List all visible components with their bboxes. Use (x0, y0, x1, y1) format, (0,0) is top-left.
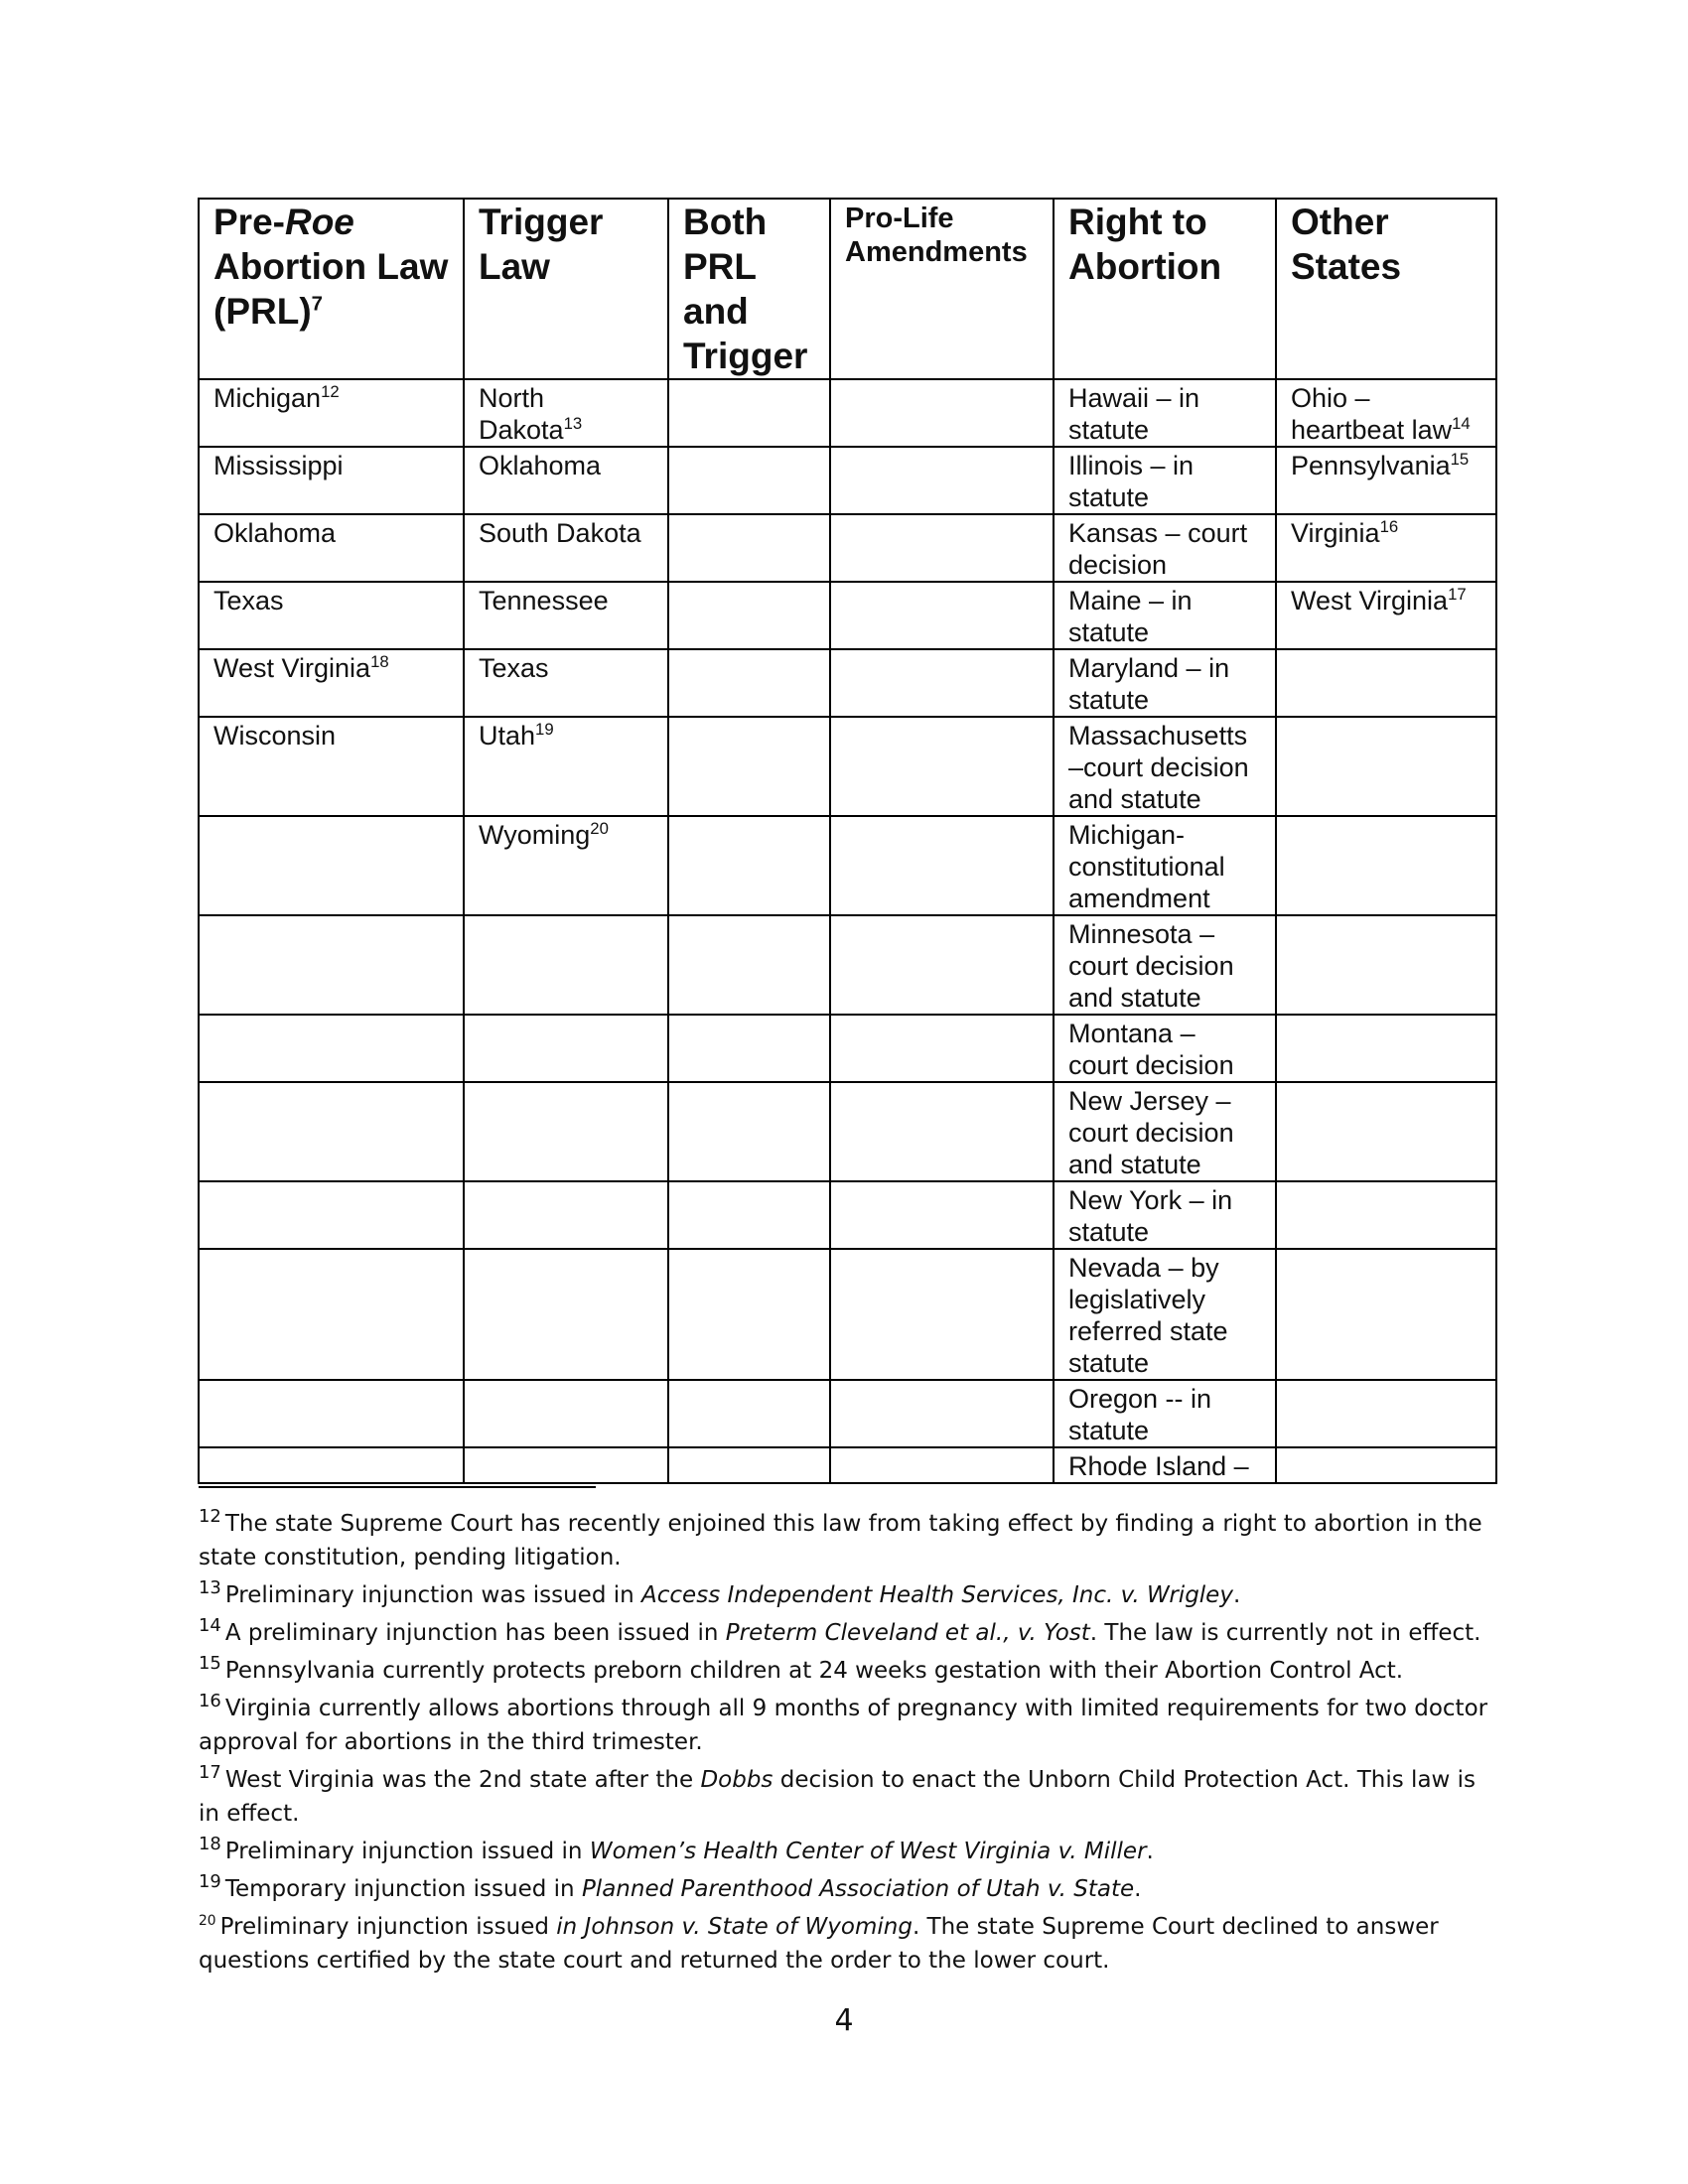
cell-other-states (1276, 717, 1496, 816)
cell-pro-life-amendments (830, 582, 1054, 649)
cell-right-to-abortion: Oregon -- in statute (1054, 1380, 1276, 1447)
cell-other-states (1276, 1447, 1496, 1483)
cell-trigger-law (464, 1015, 668, 1082)
cell-pro-life-amendments (830, 1181, 1054, 1249)
cell-pro-life-amendments (830, 717, 1054, 816)
table-row (199, 915, 1496, 1015)
footnote-text: A preliminary injunction has been issued in (224, 1620, 726, 1646)
footnote (199, 1654, 1499, 1688)
cell-other-states: Virginia$^{16}$ (1276, 514, 1496, 582)
cell-pro-life-amendments (830, 1082, 1054, 1181)
cell-trigger-law (464, 1447, 668, 1483)
footnote-text: Preliminary injunction issued (219, 1914, 557, 1940)
footnote-ref: 13 (563, 414, 583, 433)
cell-right-to-abortion: Massachusetts –court decision and statute (1054, 717, 1276, 816)
table-row (199, 649, 1496, 717)
cell-both (668, 1015, 830, 1082)
cell-pre-roe (199, 1082, 464, 1181)
footnote-ref: 18 (370, 652, 389, 671)
cell-pro-life-amendments (830, 1015, 1054, 1082)
cell-trigger-law (464, 1181, 668, 1249)
table-row (199, 582, 1496, 649)
footnote-ref: 17 (1448, 585, 1467, 604)
cell-pre-roe: West Virginia$^{18}$ (199, 649, 464, 717)
cell-trigger-law (464, 1380, 668, 1447)
cell-other-states (1276, 816, 1496, 915)
footnote-text: Preliminary injunction was issued in (224, 1582, 642, 1608)
cell-right-to-abortion: Maryland – in statute (1054, 649, 1276, 717)
table-row (199, 1380, 1496, 1447)
footnote-text: . (1134, 1876, 1142, 1902)
footnote-text: The state Supreme Court has recently enjoined this law from taking effect by finding a right to abortion in the state constitution, pending litigation. (199, 1511, 1482, 1570)
cell-pre-roe (199, 816, 464, 915)
footnote (199, 1578, 1499, 1612)
cell-other-states (1276, 649, 1496, 717)
footnote-number: 18 (199, 1834, 221, 1855)
cell-trigger-law (464, 1249, 668, 1380)
cell-trigger-law (464, 1082, 668, 1181)
cell-both (668, 582, 830, 649)
cell-pre-roe (199, 1015, 464, 1082)
cell-right-to-abortion: Illinois – in statute (1054, 447, 1276, 514)
footnote-text: . (1232, 1582, 1241, 1608)
cell-right-to-abortion: Hawaii – in statute (1054, 379, 1276, 447)
cell-pro-life-amendments (830, 1447, 1054, 1483)
footnote-number: 19 (199, 1871, 221, 1893)
footnote-ref: 14 (1452, 414, 1471, 433)
cell-other-states (1276, 915, 1496, 1015)
header-pre-roe: Pre-Roe Abortion Law (PRL)$^7$ (199, 199, 464, 379)
footnote-number: 17 (199, 1762, 221, 1784)
cell-trigger-law: Tennessee (464, 582, 668, 649)
footnote (199, 1616, 1499, 1650)
case-citation: Dobbs (700, 1767, 774, 1793)
cell-other-states: Pennsylvania$^{15}$ (1276, 447, 1496, 514)
header-both: Both PRL and Trigger (668, 199, 830, 379)
cell-trigger-law: North Dakota$^{13}$ (464, 379, 668, 447)
footnote-number: 15 (199, 1653, 221, 1675)
footnote-text: . The law is currently not in effect. (1089, 1620, 1481, 1646)
footnote-ref: 12 (321, 382, 340, 401)
cell-pre-roe (199, 915, 464, 1015)
cell-pre-roe (199, 1249, 464, 1380)
cell-right-to-abortion: Maine – in statute (1054, 582, 1276, 649)
cell-both (668, 1380, 830, 1447)
cell-both (668, 1447, 830, 1483)
cell-right-to-abortion: New Jersey – court decision and statute (1054, 1082, 1276, 1181)
footnote-text: Virginia currently allows abortions through all 9 months of pregnancy with limited requirements for two doctor approval for abortions in the third trimester. (199, 1696, 1488, 1755)
header-right-to-abortion: Right to Abortion (1054, 199, 1276, 379)
footnote (199, 1910, 1499, 1978)
cell-other-states (1276, 1380, 1496, 1447)
cell-pre-roe (199, 1380, 464, 1447)
footnotes (199, 1507, 1499, 1981)
footnote-separator (199, 1486, 596, 1488)
table-row (199, 514, 1496, 582)
footnote (199, 1692, 1499, 1759)
table-row (199, 1082, 1496, 1181)
case-citation: Preterm Cleveland et al., v. Yost (725, 1620, 1090, 1646)
footnote (199, 1872, 1499, 1906)
cell-other-states: West Virginia$^{17}$ (1276, 582, 1496, 649)
footnote-number: 20 (199, 1913, 216, 1930)
cell-right-to-abortion: Michigan- constitutional amendment (1054, 816, 1276, 915)
footnote-text: . The state Supreme Court declined to answer questions certified by the state court and returned the order to the lower court. (199, 1914, 1439, 1974)
cell-other-states (1276, 1181, 1496, 1249)
table-row (199, 1447, 1496, 1483)
case-citation: Planned Parenthood Association of Utah v. State (581, 1876, 1135, 1902)
footnote-ref: 19 (535, 720, 554, 739)
cell-trigger-law: Oklahoma (464, 447, 668, 514)
cell-pro-life-amendments (830, 649, 1054, 717)
cell-pre-roe: Michigan$^{12}$ (199, 379, 464, 447)
footnote-text: Temporary injunction issued in (224, 1876, 582, 1902)
cell-right-to-abortion: New York – in statute (1054, 1181, 1276, 1249)
cell-pro-life-amendments (830, 1380, 1054, 1447)
cell-other-states (1276, 1082, 1496, 1181)
cell-right-to-abortion: Rhode Island – (1054, 1447, 1276, 1483)
cell-pro-life-amendments (830, 1249, 1054, 1380)
cell-right-to-abortion: Montana – court decision (1054, 1015, 1276, 1082)
footnote (199, 1763, 1499, 1831)
cell-pro-life-amendments (830, 816, 1054, 915)
cell-pro-life-amendments (830, 514, 1054, 582)
footnote-number: 14 (199, 1615, 221, 1637)
table-row (199, 717, 1496, 816)
cell-both (668, 447, 830, 514)
footnote-ref: 15 (1450, 450, 1470, 469)
cell-pre-roe: Texas (199, 582, 464, 649)
footnote-text: decision to enact the Unborn Child Protection Act. This law is in effect. (199, 1767, 1477, 1827)
cell-both (668, 514, 830, 582)
table-row (199, 447, 1496, 514)
footnote-number: 13 (199, 1577, 221, 1599)
footnote-text: West Virginia was the 2nd state after the (224, 1767, 701, 1793)
header-other-states: Other States (1276, 199, 1496, 379)
table-row (199, 379, 1496, 447)
footnote-text: Preliminary injunction issued in (224, 1839, 590, 1864)
footnote (199, 1507, 1499, 1574)
footnote (199, 1835, 1499, 1868)
table-row (199, 1181, 1496, 1249)
page-number: 4 (834, 2003, 854, 2038)
table-row (199, 1015, 1496, 1082)
header-pro-life-amendments: Pro-Life Amendments (830, 199, 1054, 379)
cell-both (668, 379, 830, 447)
cell-trigger-law: South Dakota (464, 514, 668, 582)
footnote-number: 16 (199, 1691, 221, 1712)
table-row (199, 1249, 1496, 1380)
footnote-text: . (1146, 1839, 1154, 1864)
cell-both (668, 915, 830, 1015)
case-citation: Access Independent Health Services, Inc. v. Wrigley (641, 1582, 1233, 1608)
cell-other-states (1276, 1249, 1496, 1380)
cell-pre-roe: Oklahoma (199, 514, 464, 582)
table-header-row (199, 199, 1496, 379)
cell-both (668, 816, 830, 915)
cell-pro-life-amendments (830, 915, 1054, 1015)
cell-pro-life-amendments (830, 447, 1054, 514)
cell-both (668, 717, 830, 816)
table-row (199, 816, 1496, 915)
cell-right-to-abortion: Nevada – by legislatively referred state statute (1054, 1249, 1276, 1380)
footnote-ref: 16 (1379, 517, 1399, 536)
state-abortion-law-table (198, 198, 1497, 1484)
cell-pre-roe (199, 1181, 464, 1249)
cell-pro-life-amendments (830, 379, 1054, 447)
cell-other-states (1276, 1015, 1496, 1082)
footnote-number: 12 (199, 1506, 221, 1528)
cell-pre-roe: Mississippi (199, 447, 464, 514)
cell-trigger-law (464, 915, 668, 1015)
cell-other-states: Ohio – heartbeat law$^{14}$ (1276, 379, 1496, 447)
cell-both (668, 1249, 830, 1380)
cell-both (668, 1082, 830, 1181)
cell-trigger-law: Texas (464, 649, 668, 717)
footnote-text: Pennsylvania currently protects preborn children at 24 weeks gestation with their Abortion Control Act. (224, 1658, 1404, 1684)
cell-right-to-abortion: Kansas – court decision (1054, 514, 1276, 582)
cell-right-to-abortion: Minnesota – court decision and statute (1054, 915, 1276, 1015)
footnote-ref: 20 (590, 819, 609, 838)
header-trigger-law: Trigger Law (464, 199, 668, 379)
cell-trigger-law: Utah$^{19}$ (464, 717, 668, 816)
cell-trigger-law: Wyoming$^{20}$ (464, 816, 668, 915)
case-citation: in Johnson v. State of Wyoming (556, 1914, 913, 1940)
cell-pre-roe (199, 1447, 464, 1483)
cell-pre-roe: Wisconsin (199, 717, 464, 816)
cell-both (668, 649, 830, 717)
cell-both (668, 1181, 830, 1249)
case-citation: Women’s Health Center of West Virginia v. Miller (589, 1839, 1147, 1864)
